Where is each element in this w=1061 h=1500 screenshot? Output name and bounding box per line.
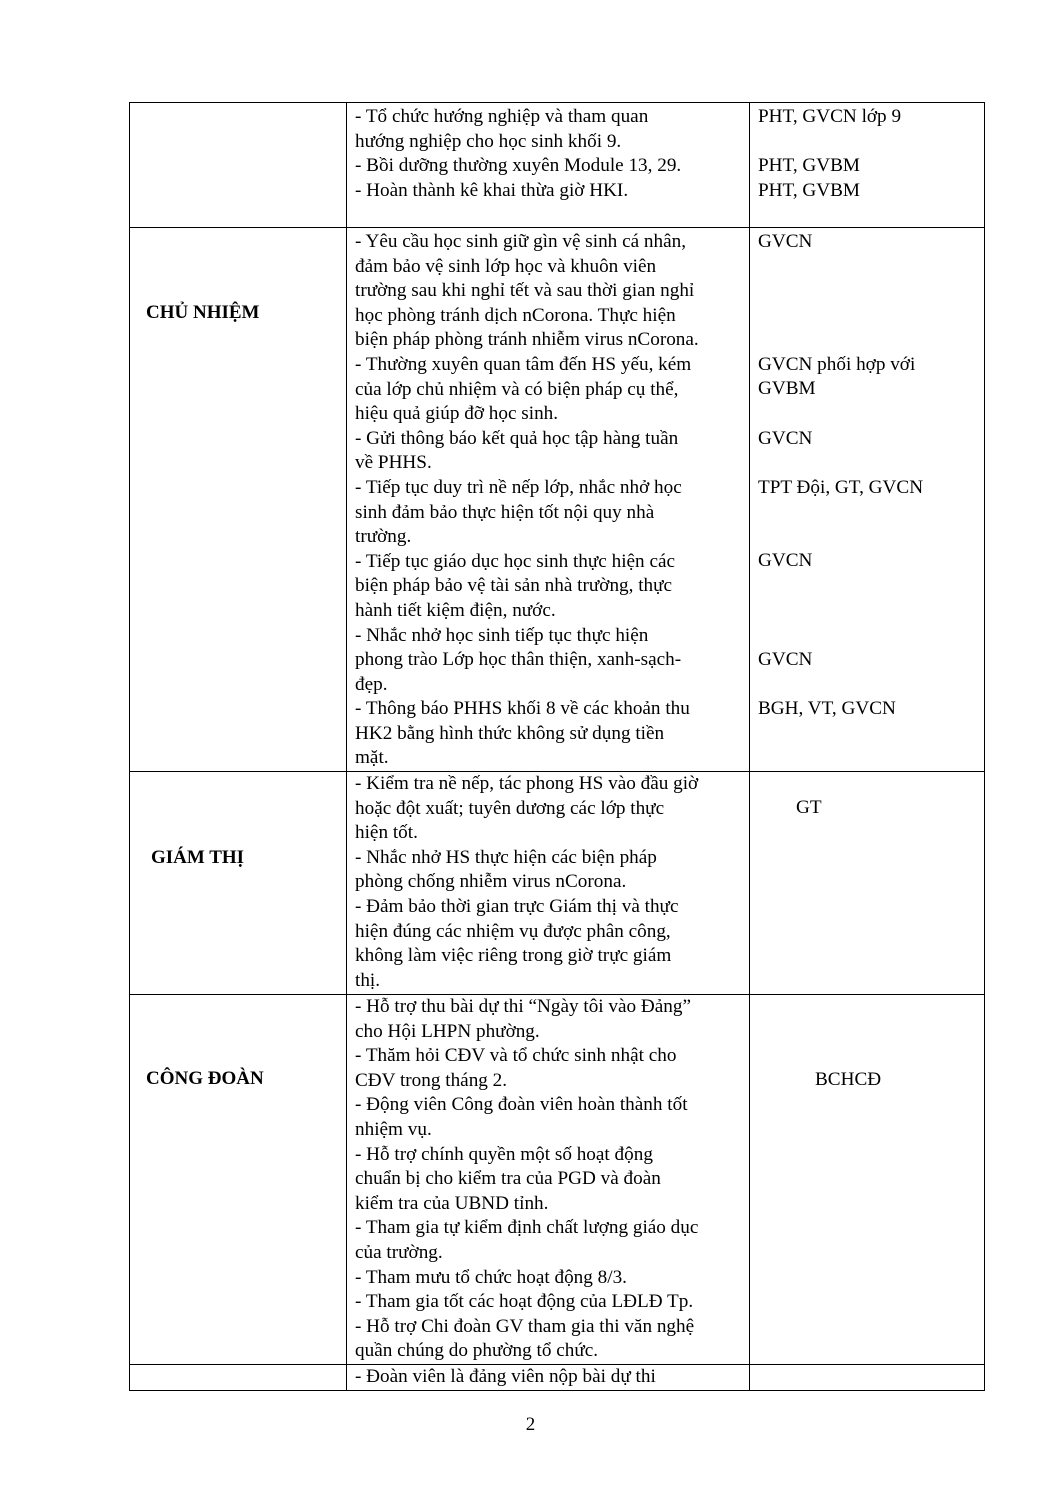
activity-line: - Nhắc nhở HS thực hiện các biện pháp [355,846,657,868]
activity-line: HK2 bằng hình thức không sử dụng tiền [355,722,665,744]
activity-line: của trường. [355,1242,443,1263]
activity-line: - Tham mưu tổ chức hoạt động 8/3. [355,1266,627,1288]
activity-line: - Động viên Công đoàn viên hoàn thành tốt [355,1094,688,1116]
activity-line: hiện tốt. [355,822,418,844]
category-cell [130,228,347,772]
activity-line: - Hỗ trợ chính quyền một số hoạt động [355,1143,653,1165]
activity-line: - Yêu cầu học sinh giữ gìn vệ sinh cá nhân, [355,231,686,252]
responsible-line: BGH, VT, GVCN [758,698,896,719]
activity-line: đảm bảo vệ sinh lớp học và khuôn viên [355,255,657,277]
responsible-line: GVCN [758,550,813,571]
activity-line: - Hoàn thành kê khai thừa giờ HKI. [355,179,629,201]
category-label: GIÁM THỊ [151,847,245,869]
activity-line: trường. [355,526,412,548]
activity-line: - Gửi thông báo kết quả học tập hàng tuần [355,427,679,449]
activity-line: hoặc đột xuất; tuyên dương các lớp thực [355,797,665,819]
activity-line: học phòng tránh dịch nCorona. Thực hiện [355,304,676,326]
responsible-cell [750,995,985,1365]
activity-line: - Tham gia tự kiểm định chất lượng giáo dục [355,1217,699,1239]
activity-line: - Hỗ trợ thu bài dự thi “Ngày tôi vào Đảng” [355,996,691,1018]
category-cell [130,1365,347,1391]
responsible-cell [750,772,985,995]
activity-line: chuẩn bị cho kiểm tra của PGD và đoàn [355,1168,661,1190]
activity-line: trường sau khi nghỉ tết và sau thời gian nghỉ [355,280,695,302]
activity-line: hiệu quả giúp đỡ học sinh. [355,403,559,425]
plan-table [129,102,985,1391]
activity-line: nhiệm vụ. [355,1119,432,1141]
category-label: CÔNG ĐOÀN [146,1068,264,1090]
activity-line: về PHHS. [355,452,432,474]
responsible-cell [750,228,985,772]
activity-line: phong trào Lớp học thân thiện, xanh-sạch- [355,649,682,671]
activity-line: kiểm tra của UBND tỉnh. [355,1192,549,1214]
activity-line: - Đảm bảo thời gian trực Giám thị và thực [355,896,679,918]
category-cell [130,995,347,1365]
activity-cell [347,103,750,228]
responsible-line: GVCN [758,649,813,670]
activity-line: - Hỗ trợ Chi đoàn GV tham gia thi văn nghệ [355,1315,695,1337]
activity-line: - Thường xuyên quan tâm đến HS yếu, kém [355,353,692,375]
responsible-line: PHT, GVBM [758,180,860,201]
responsible-line: PHT, GVCN lớp 9 [758,106,902,127]
responsible-line: TPT Đội, GT, GVCN [758,477,924,498]
table-row [130,772,985,995]
category-cell [130,103,347,228]
responsible-line: GVCN [758,428,813,449]
activity-line: - Đoàn viên là đảng viên nộp bài dự thi [355,1366,656,1388]
activity-line: cho Hội LHPN phường. [355,1020,540,1042]
activity-line: - Tiếp tục giáo dục học sinh thực hiện các [355,550,675,572]
activity-cell [347,1365,750,1391]
activity-line: hướng nghiệp cho học sinh khối 9. [355,130,622,152]
activity-cell [347,228,750,772]
activity-line: - Nhắc nhở học sinh tiếp tục thực hiện [355,624,649,646]
responsible-line: GVCN phối hợp với [758,354,916,375]
responsible-line: GVBM [758,378,816,399]
responsible-cell [750,1365,985,1391]
activity-line: - Kiểm tra nề nếp, tác phong HS vào đầu giờ [355,773,699,795]
activity-line: phòng chống nhiễm virus nCorona. [355,871,627,893]
page-number: 2 [525,1414,536,1435]
activity-line: sinh đảm bảo thực hiện tốt nội quy nhà [355,501,655,523]
activity-line: hành tiết kiệm điện, nước. [355,599,556,621]
activity-line: - Tiếp tục duy trì nề nếp lớp, nhắc nhở học [355,476,682,498]
activity-line: - Tham gia tốt các hoạt động của LĐLĐ Tp. [355,1291,694,1313]
activity-line: CĐV trong tháng 2. [355,1069,508,1091]
activity-line: thị. [355,969,381,991]
responsible-line: PHT, GVBM [758,155,860,176]
activity-line: quần chúng do phường tổ chức. [355,1340,599,1362]
activity-line: - Bồi dưỡng thường xuyên Module 13, 29. [355,155,682,177]
activity-cell [347,772,750,995]
activity-line: - Thăm hỏi CĐV và tổ chức sinh nhật cho [355,1045,677,1067]
table-row [130,1365,985,1391]
activity-line: mặt. [355,747,389,769]
responsible-cell [750,103,985,228]
table-row [130,995,985,1365]
activity-line: - Thông báo PHHS khối 8 về các khoản thu [355,698,690,720]
responsible-line: GVCN [758,231,813,252]
activity-line: biện pháp phòng tránh nhiễm virus nCorona. [355,329,699,351]
activity-line: của lớp chủ nhiệm và có biện pháp cụ thể, [355,378,679,400]
category-label: CHỦ NHIỆM [146,302,260,323]
responsible-line: BCHCĐ [815,1069,882,1091]
responsible-line: GT [796,797,822,819]
activity-line: - Tổ chức hướng nghiệp và tham quan [355,106,649,127]
category-cell [130,772,347,995]
activity-cell [347,995,750,1365]
activity-line: không làm việc riêng trong giờ trực giám [355,945,672,967]
table-row [130,103,985,228]
table-row [130,228,985,772]
activity-line: hiện đúng các nhiệm vụ được phân công, [355,920,671,942]
activity-line: biện pháp bảo vệ tài sản nhà trường, thực [355,575,673,597]
activity-line: đẹp. [355,673,388,695]
